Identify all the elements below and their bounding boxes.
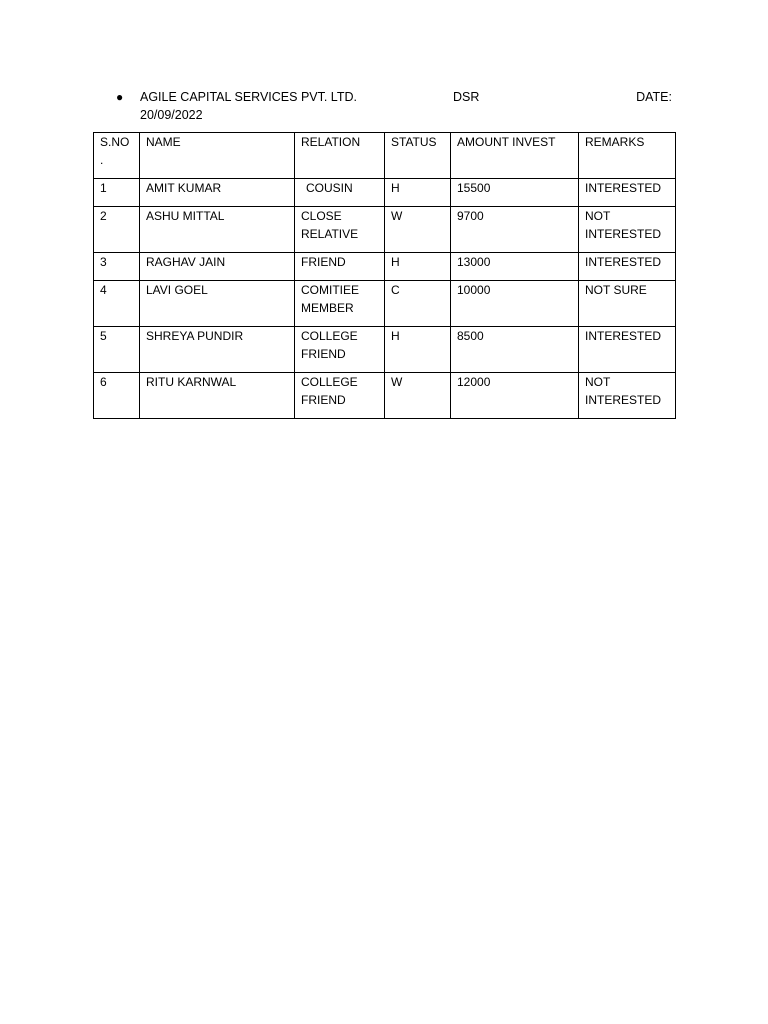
date-label: DATE: [636,90,672,104]
cell-amount: 10000 [451,281,579,327]
column-header-sno: S.NO . [94,133,140,179]
cell-amount: 13000 [451,253,579,281]
cell-sno: 4 [94,281,140,327]
table-row [94,327,676,373]
bullet-icon: ● [116,90,124,104]
column-header-name: NAME [140,133,295,179]
cell-name: RITU KARNWAL [140,373,295,419]
cell-sno: 1 [94,179,140,207]
column-header-relation: RELATION [295,133,385,179]
cell-status: W [385,373,451,419]
cell-relation: COMITIEE MEMBER [295,281,385,327]
cell-relation: COLLEGE FRIEND [295,327,385,373]
cell-status: W [385,207,451,253]
cell-remarks: NOT INTERESTED [579,373,676,419]
column-header-status: STATUS [385,133,451,179]
cell-name: ASHU MITTAL [140,207,295,253]
cell-remarks: NOT INTERESTED [579,207,676,253]
cell-sno: 5 [94,327,140,373]
cell-status: C [385,281,451,327]
cell-amount: 12000 [451,373,579,419]
report-type: DSR [453,90,480,104]
dsr-table [93,132,676,419]
cell-amount: 9700 [451,207,579,253]
cell-amount: 8500 [451,327,579,373]
table-header-row [94,133,676,179]
date-value: 20/09/2022 [140,108,203,122]
cell-amount: 15500 [451,179,579,207]
table-row [94,281,676,327]
cell-relation: COLLEGE FRIEND [295,373,385,419]
column-header-remarks: REMARKS [579,133,676,179]
table-row [94,179,676,207]
cell-sno: 3 [94,253,140,281]
cell-status: H [385,327,451,373]
cell-name: RAGHAV JAIN [140,253,295,281]
company-name: AGILE CAPITAL SERVICES PVT. LTD. [140,90,357,104]
cell-relation: CLOSE RELATIVE [295,207,385,253]
cell-name: LAVI GOEL [140,281,295,327]
cell-relation: COUSIN [295,179,385,207]
cell-status: H [385,179,451,207]
cell-name: AMIT KUMAR [140,179,295,207]
cell-name: SHREYA PUNDIR [140,327,295,373]
cell-sno: 6 [94,373,140,419]
cell-remarks: INTERESTED [579,253,676,281]
table-row [94,253,676,281]
cell-sno: 2 [94,207,140,253]
cell-remarks: INTERESTED [579,327,676,373]
cell-remarks: INTERESTED [579,179,676,207]
column-header-amount: AMOUNT INVEST [451,133,579,179]
table-row [94,207,676,253]
cell-relation: FRIEND [295,253,385,281]
table-row [94,373,676,419]
cell-remarks: NOT SURE [579,281,676,327]
cell-status: H [385,253,451,281]
